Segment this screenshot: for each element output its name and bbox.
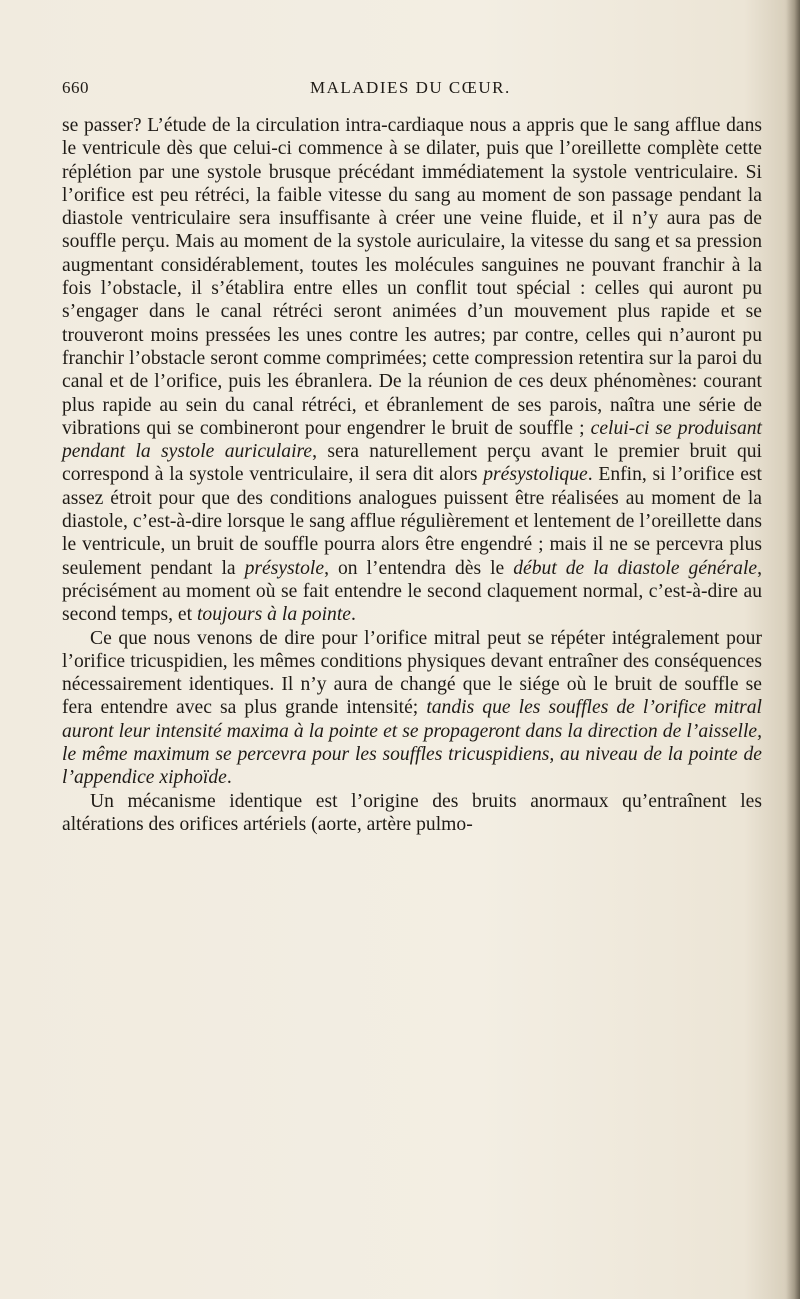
running-title: MALADIES DU CŒUR. <box>310 78 511 97</box>
paragraph-1-italic-1: celui-ci se produisant pendant la systole auriculaire <box>62 417 762 463</box>
paragraph-1-text-4: , on l’entendra dès le <box>324 557 514 579</box>
paragraph-1-text-3: . Enfin, si l’orifice est assez étroit pour que des conditions analogues puissent être réalisées au moment de la diastole, c’est-à-dire lorsque le sang afflue régulièrement et lentement de l’oreillette dans le ventricule, un bruit de souffle pourra alors être engendré ; mais il ne se percevra plus seulement pendant la <box>62 464 762 579</box>
paragraph-3 <box>62 790 762 837</box>
paragraph-2-text-2: . <box>226 767 232 789</box>
paragraph-2-italic-1: tandis que les souffles de l’orifice mitral auront leur intensité maxima à la pointe et se propageront dans la direction de l’aisselle, le même maximum se percevra pour les souffles tricuspidiens, au niveau de la pointe de l’appendice xiphoïde <box>62 697 762 789</box>
paragraph-2 <box>62 627 762 790</box>
page-edge-shadow <box>786 0 800 1299</box>
paragraph-3-text-1: Un mécanisme identique est l’origine des bruits anormaux qu’entraînent les altérations des orifices artériels (aorte, artère pulmo- <box>62 790 762 835</box>
paragraph-1 <box>62 114 762 627</box>
paragraph-1-italic-2: présystolique <box>483 464 588 486</box>
page-header <box>62 78 762 104</box>
paragraph-1-text-5: , précisément au moment où se fait entendre le second claquement normal, c’est-à-dire au second temps, et <box>62 557 762 626</box>
paragraph-1-text-1: se passer? L’étude de la circulation intra-cardiaque nous a appris que le sang afflue dans le ventricule dès que celui-ci commence à se dilater, puis que l’oreillette complète cette réplétion par une systole brusque précédant immédiatement la systole ventriculaire. Si l’orifice est peu rétréci, la faible vitesse du sang au moment de son passage pendant la diastole ventriculaire sera insuffisante à créer une veine fluide, et il n’y aura pas de souffle perçu. Mais au moment de la systole auriculaire, la vitesse du sang et sa pression augmentant considérablement, toutes les molécules sanguines ne pouvant franchir à la fois l’obstacle, il s’établira entre elles un conflit tout spécial : celles qui auront pu s’engager dans le canal rétréci seront animées d’un mouvement plus rapide et se trouveront moins pressées les unes contre les autres; par contre, celles qui n’auront pu franchir l’obstacle seront comme comprimées; cette compression retentira sur la paroi du canal et de l’orifice, puis les ébranlera. De la réunion de ces deux phénomènes: courant plus rapide au sein du canal rétréci, et ébranlement de ses parois, naîtra une série de vibrations qui se combineront pour engendrer le bruit de souffle ; <box>62 115 762 439</box>
page-number: 660 <box>62 78 89 97</box>
body-text <box>62 114 762 836</box>
paragraph-1-text-2: , sera naturellement perçu avant le premier bruit qui correspond à la systole ventriculaire, il sera dit alors <box>62 441 762 486</box>
paragraph-2-text-1: Ce que nous venons de dire pour l’orifice mitral peut se répéter intégralement pour l’orifice tricuspidien, les mêmes conditions physiques devant entraîner des conséquences nécessairement identiques. Il n’y aura de changé que le siége où le bruit de souffle se fera entendre avec sa plus grande intensité; <box>62 627 762 719</box>
paragraph-1-italic-5: toujours à la pointe <box>196 604 351 626</box>
paragraph-1-italic-3: présystole <box>244 557 325 579</box>
paragraph-1-italic-4: début de la diastole générale <box>513 557 758 579</box>
paragraph-1-text-6: . <box>351 604 356 626</box>
